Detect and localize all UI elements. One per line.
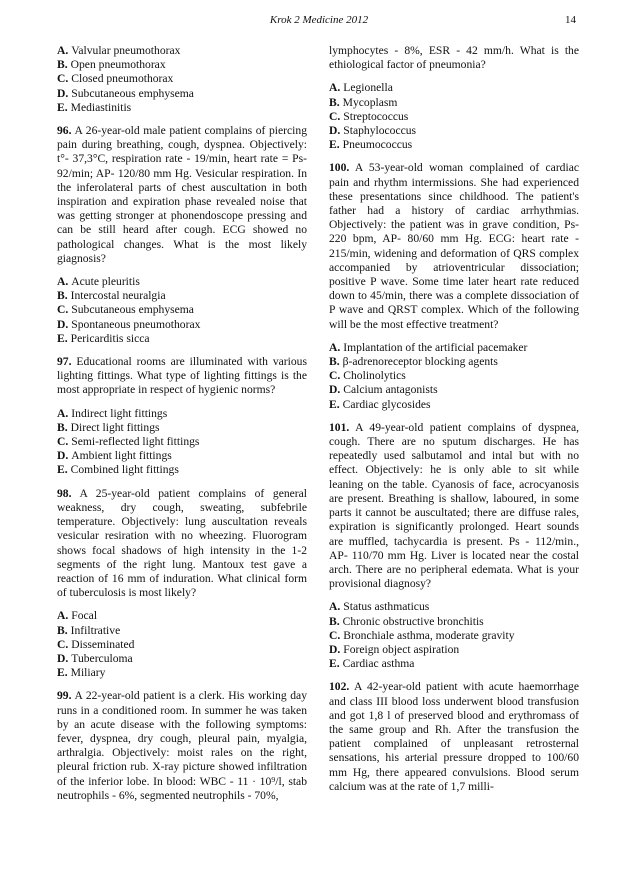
option-a: A. Focal [57,609,98,623]
option-b: B. Open pneumothorax [57,58,166,72]
q95-options [57,44,307,115]
option-a: A. Status asthmaticus [329,600,430,614]
q96-options [57,275,307,346]
option-e: E. Miliary [57,666,106,680]
option-d: D. Subcutaneous emphysema [57,86,194,100]
option-c: C. Semi-reflected light fittings [57,435,200,449]
option-d: D. Foreign object aspiration [329,642,460,656]
option-b: B. Chronic obstructive bronchitis [329,614,484,628]
option-d: D. Calcium antagonists [329,383,438,397]
right-column [329,44,579,803]
option-e: E. Pneumococcus [329,138,413,152]
question-99: 99. A 22-year-old patient is a clerk. His working day runs in a conditioned room. In summer he was taken by an acute disease with the following symptoms: fever, dyspnea, dry cough, pleural pain, myalgia, arthralgia. Objectively: moist rales on the right, pleural friction rub. X-ray picture showed infiltration of the inferior lobe. In blood: WBC - 11 · 10⁹/l, stab neutrophils - 6%, segmented neutrophils - 70%, [57,689,307,802]
page-header [0,14,638,32]
question-98: 98. A 25-year-old patient complains of general weakness, dry cough, sweating, subfebrile temperature. Objectively: lung auscultation reveals vesicular resiration with no wheezing. Fluorogram shows focal shadows of high intensity in the 1-2 segments of the right lung. Mantoux test gave a reaction of 16 mm of induration. What clinical form of tuberculosis is most likely? [57,486,308,600]
option-c: C. Cholinolytics [329,369,406,383]
option-b: B. Mycoplasm [329,95,398,109]
question-96: 96. A 26-year-old male patient complains of piercing pain during breathing, cough, dyspnea. Objectively: t°- 37,3°C, respiration rate - 19/min, heart rate = Ps-92/min; AP- 120/80 mm Hg. Vesicular respiration. In the inferolateral parts of chest auscultation in both inspiration and expiration phase revealed noise that was getting stronger at phonendoscope pressing and can be still heard after cough. ECG showed no pathological changes. What is the most likely giagnosis? [57,124,307,265]
q101-options [329,600,579,671]
option-e: E. Cardiac asthma [329,657,415,671]
option-c: C. Streptococcus [329,109,409,123]
option-b: B. Infiltrative [57,623,121,637]
option-c: C. Bronchiale asthma, moderate gravity [329,628,515,642]
option-d: D. Staphylococcus [329,124,417,138]
question-97: 97. Educational rooms are illuminated with various lighting fittings. What type of lighting fittings is the most appropriate in respect of hygienic norms? [57,355,307,397]
option-e: E. Cardiac glycosides [329,397,431,411]
q97-options [57,407,307,478]
q98-options [57,609,307,680]
option-e: E. Mediastinitis [57,100,132,114]
question-100: 100. A 53-year-old woman complained of cardiac pain and rhythm intermissions. She had experienced these presentations since childhood. The patient's father had a history of cardiac arrhythmias. Objectively: the patient was in grave condition, Ps- 220 bpm, AP- 80/60 mm Hg. ECG: heart rate - 215/min, widening and deformation of QRS complex accompanied by atrioventricular dissociation; positive P wave. Some time later heart rate reduced down to 45/min, there was a complete dissociation of P wave and QRST complex. Which of the following will be the most effective treatment? [329,161,579,331]
question-102: 102. A 42-year-old patient with acute haemorrhage and class III blood loss underwent blood transfusion and got 1,8 l of preserved blood and erythromass of the same group and Rh. After the transfusion the patient complained of unpleasant retrosternal sensations, his arterial pressure dropped to 100/60 mm Hg, there appeared convulsions. Blood serum calcium was at the rate of 1,7 milli- [329,680,579,793]
q100-options [329,341,579,412]
option-b: B. β-adrenoreceptor blocking agents [329,355,498,369]
q99-options [329,81,579,152]
option-a: A. Valvular pneumothorax [57,44,181,57]
question-101: 101. A 49-year-old patient complains of dyspnea, cough. There are no sputum discharges. He has repeatedly used salbutamol and intal but with no effect. Objectively: he is only able to sit while leaning on the table. Cyanosis of face, acrocyanosis are present. Breathing is shallow, laboured, in some parts it cannot be auscultated; there are diffuse rales, expiration is significantly prolonged. Heart sounds are muffled, tachycardia is present. Ps - 112/min., AP- 110/70 mm Hg. Liver is located near the costal arch. There are no peripheral edemata. What is your provisional diagnosy? [329,420,580,591]
option-a: A. Implantation of the artificial pacemaker [329,340,528,354]
option-c: C. Closed pneumothorax [57,72,174,86]
left-column [57,44,307,812]
option-c: C. Subcutaneous emphysema [57,303,194,317]
option-a: A. Indirect light fittings [57,406,168,420]
option-d: D. Tuberculoma [57,651,133,665]
question-99-continuation: lymphocytes - 8%, ESR - 42 mm/h. What is the ethiological factor of pneumonia? [329,44,579,72]
option-e: E. Pericarditis sicca [57,331,150,345]
option-e: E. Combined light fittings [57,463,179,477]
page-number: 14 [565,14,576,26]
option-d: D. Ambient light fittings [57,449,172,463]
option-b: B. Intercostal neuralgia [57,289,166,303]
option-d: D. Spontaneous pneumothorax [57,317,201,331]
option-b: B. Direct light fittings [57,420,160,434]
option-a: A. Legionella [329,81,393,95]
option-a: A. Acute pleuritis [57,275,140,289]
header-title: Krok 2 Medicine 2012 [269,14,369,26]
option-c: C. Disseminated [57,637,135,651]
